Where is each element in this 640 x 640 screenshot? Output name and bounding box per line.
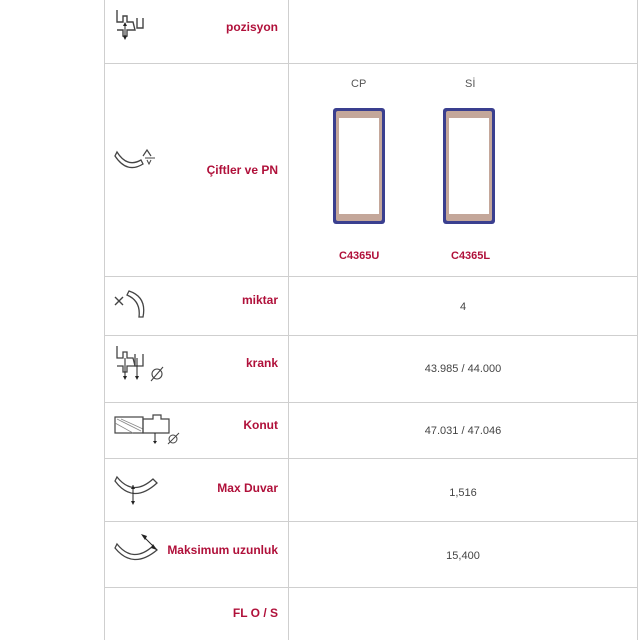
quantity-icon [113,287,153,328]
column-header-si: Sİ [465,78,476,90]
row-konut [105,403,637,459]
label-cell [105,522,289,587]
row-krank [105,336,637,403]
value-cell [289,522,637,587]
value-cell [289,336,637,402]
value-cell [289,277,637,335]
row-pozisyon [105,0,637,64]
row-label: pozisyon [225,20,278,34]
row-label: FL O / S [232,606,278,620]
row-value: 1,516 [449,487,477,499]
label-cell [105,0,289,63]
row-miktar [105,277,637,336]
value-cell [289,0,637,63]
label-cell [105,459,289,521]
value-cell [289,588,637,640]
label-cell [105,277,289,335]
part-number-lower: C4365L [451,250,491,262]
column-header-cp: CP [351,78,367,90]
row-maksimum-uzunluk [105,522,637,588]
upper-bearing-shell-image [331,106,387,226]
max-wall-icon [113,471,161,510]
value-cell [289,459,637,521]
row-label: Maksimum uzunluk [167,543,278,557]
bearing-pairs-icon [113,144,157,179]
max-length-icon [113,534,161,573]
row-label: Konut [243,418,278,432]
label-cell [105,336,289,402]
row-ciftler [105,64,637,277]
row-fl-os [105,588,637,640]
spec-table [104,0,638,640]
label-cell [105,64,289,276]
label-cell [105,588,289,640]
crank-diameter-icon [113,344,165,389]
label-cell [105,403,289,458]
row-value: 15,400 [446,550,480,562]
row-label: krank [245,356,278,370]
position-icon [113,8,149,49]
row-value: 4 [459,301,467,313]
row-label: Max Duvar [217,481,278,495]
lower-bearing-shell-image [441,106,497,226]
value-cell [289,64,637,276]
row-value: 47.031 / 47.046 [424,425,502,437]
row-label: Çiftler ve PN [206,163,278,177]
row-max-duvar [105,459,637,522]
value-cell [289,403,637,458]
row-label: miktar [241,293,278,307]
row-value: 43.985 / 44.000 [424,363,502,375]
housing-diameter-icon [113,413,181,450]
part-number-upper: C4365U [339,250,380,262]
